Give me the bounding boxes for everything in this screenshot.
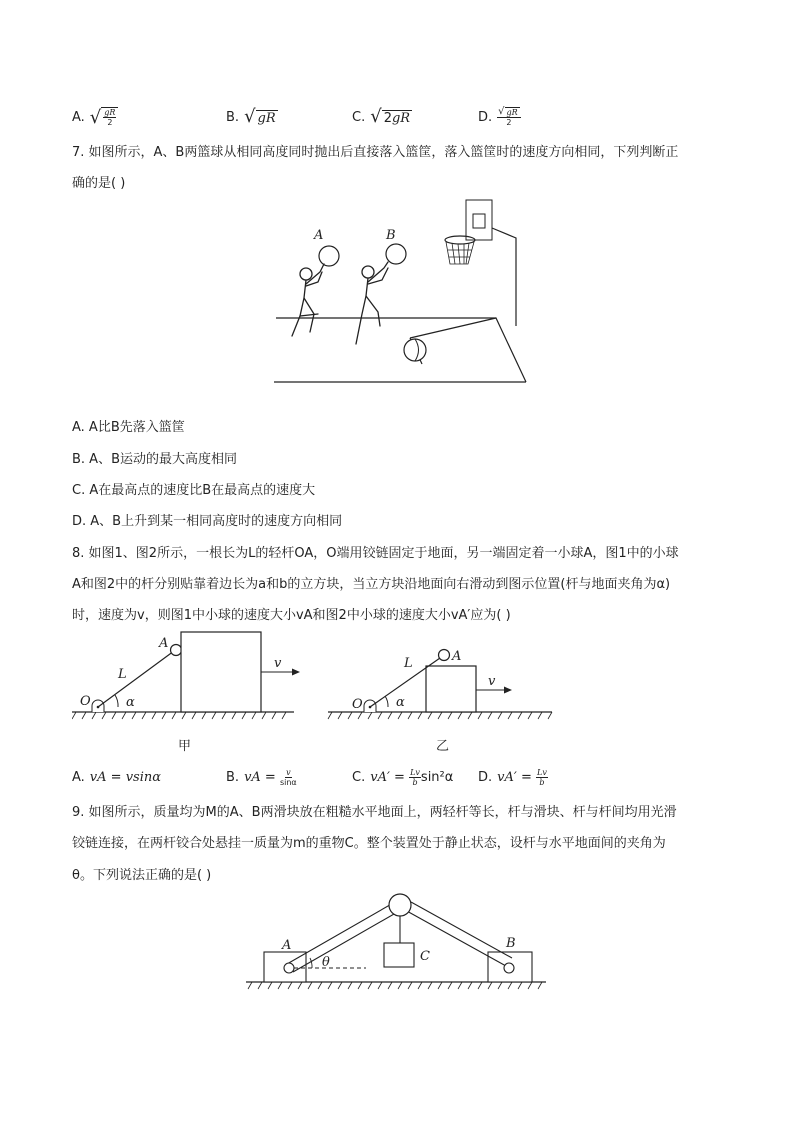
- weight-c: [384, 943, 414, 967]
- q6-option-b[interactable]: B. √ gR: [226, 106, 276, 127]
- q6-option-c[interactable]: C. √ 2gR: [352, 106, 411, 127]
- q6-option-d[interactable]: D. √ gR 2: [478, 102, 521, 132]
- q7-option-d[interactable]: D. A、B上升到某一相同高度时的速度方向相同: [72, 514, 343, 529]
- label-b: B: [386, 228, 396, 243]
- svg-text:α: α: [396, 695, 405, 710]
- hoop-pole: [492, 228, 516, 326]
- svg-text:L: L: [404, 656, 413, 671]
- svg-text:L: L: [118, 667, 127, 682]
- ball-a: [319, 246, 339, 266]
- rod: [98, 651, 174, 707]
- q8-figure-1-caption: 甲: [178, 739, 192, 754]
- player-a: [292, 264, 324, 336]
- svg-text:A: A: [282, 938, 292, 953]
- q6-option-a[interactable]: A. √ $\frac{gR}{2}$: [72, 102, 118, 132]
- cube: [426, 666, 476, 712]
- svg-text:v: v: [488, 674, 496, 689]
- q8-option-d[interactable]: D. vA′ = $\frac{Lv}{b}$: [478, 767, 547, 787]
- ground-ball: [404, 339, 426, 361]
- player-b: [356, 262, 388, 344]
- q7-option-c[interactable]: C. A在最高点的速度比B在最高点的速度大: [72, 483, 316, 498]
- q9-stem-line2: 铰链连接，在两杆铰合处悬挂一质量为m的重物C。整个装置处于静止状态，设杆与水平地面间的夹角为: [72, 836, 666, 851]
- svg-text:A: A: [452, 649, 462, 664]
- backboard: [466, 200, 492, 240]
- svg-text:A: A: [159, 636, 169, 651]
- q9-stem-line3: θ。下列说法正确的是( ): [72, 868, 212, 883]
- q8-stem-line3: 时，速度为v，则图1中小球的速度大小vA和图2中小球的速度大小vA′应为( ): [72, 608, 511, 623]
- cube: [181, 632, 261, 712]
- q8-option-a[interactable]: A. vA = vsinα: [72, 769, 162, 785]
- q7-basketball-figure: [270, 198, 530, 388]
- q7-option-a[interactable]: A. A比B先落入篮筐: [72, 420, 185, 435]
- q8-stem-line1: 8. 如图1、图2所示，一根长为L的轻杆OA，O端用铰链固定于地面，另一端固定着一小球A，图1中的小球: [72, 546, 679, 561]
- q8-figure-2-caption: 乙: [436, 739, 450, 754]
- q8-figure-2: [326, 640, 556, 722]
- q8-stem-line2: A和图2中的杆分别贴靠着边长为a和b的立方块，当立方块沿地面向右滑动到图示位置(杆与地面夹角为α): [72, 577, 671, 592]
- q7-stem-line1: 7. 如图所示，A、B两篮球从相同高度同时抛出后直接落入篮筐，落入篮筐时的速度方向相同，下列判断正: [72, 145, 679, 160]
- q9-figure: [244, 888, 550, 994]
- svg-text:θ: θ: [322, 955, 330, 970]
- svg-text:O: O: [80, 694, 91, 709]
- svg-text:v: v: [274, 656, 282, 671]
- hoop-net: [446, 242, 474, 264]
- q8-figure-1: [72, 630, 302, 722]
- joint: [389, 894, 411, 916]
- ball-a: [439, 650, 450, 661]
- q9-stem-line1: 9. 如图所示，质量均为M的A、B两滑块放在粗糙水平地面上，两轻杆等长，杆与滑块、杆与杆间均用光滑: [72, 805, 677, 820]
- svg-text:α: α: [126, 695, 135, 710]
- court-key: [410, 318, 526, 382]
- svg-text:O: O: [352, 697, 363, 712]
- svg-text:B: B: [506, 936, 516, 951]
- ball-a: [171, 645, 182, 656]
- q7-option-b[interactable]: B. A、B运动的最大高度相同: [72, 452, 237, 467]
- ball-b: [386, 244, 406, 264]
- label-a: A: [314, 228, 324, 243]
- svg-text:C: C: [420, 949, 430, 964]
- q8-option-b[interactable]: B. vA = $\frac{v}{\sin\alpha}$: [226, 767, 297, 787]
- q7-stem-line2: 确的是( ): [72, 176, 126, 191]
- q8-option-c[interactable]: C. vA′ = $\frac{Lv}{b}$ sin²α: [352, 767, 454, 787]
